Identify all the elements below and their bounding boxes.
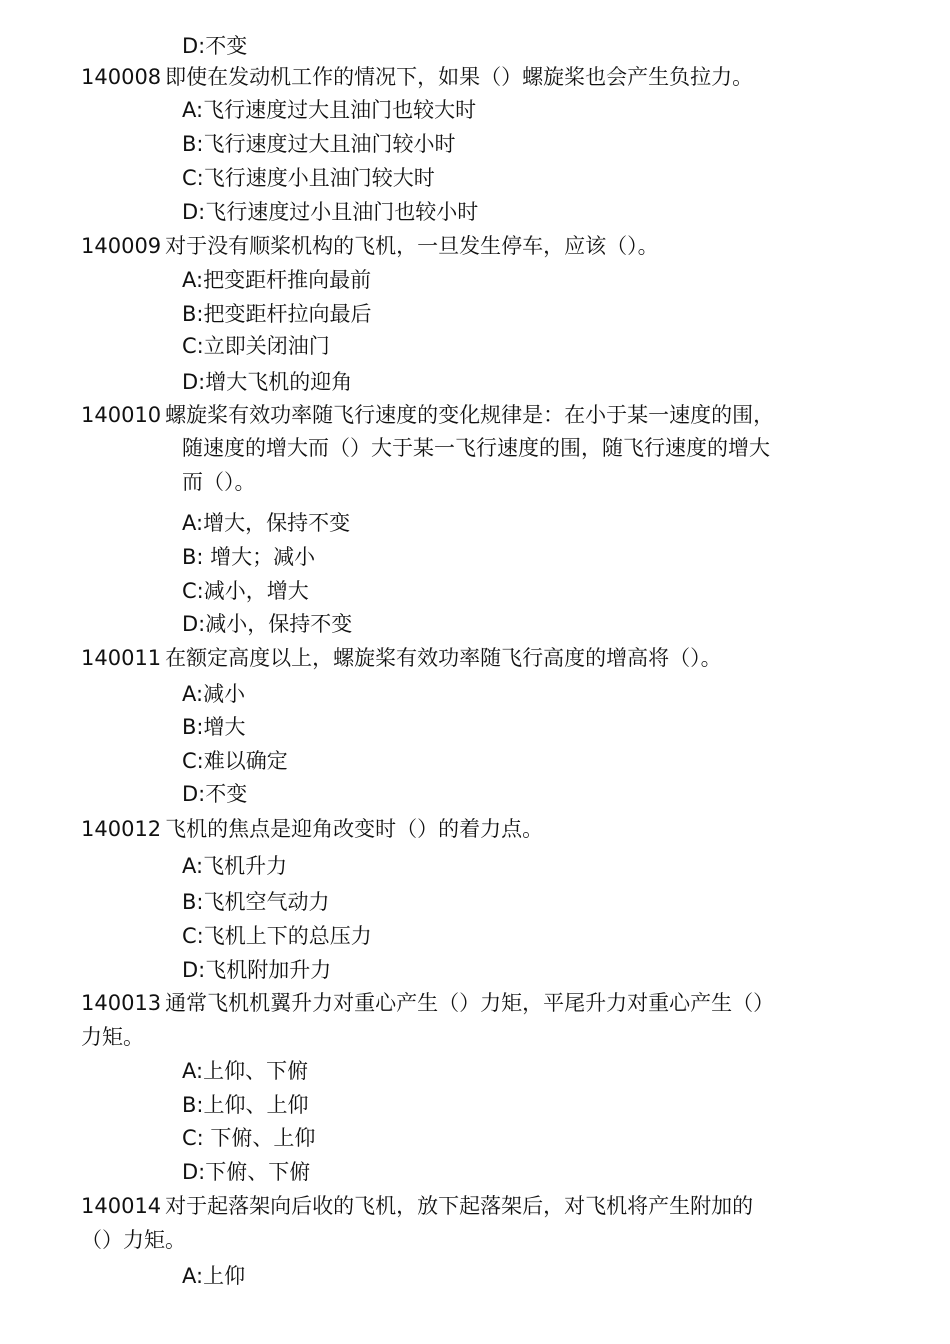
- question-text: 通常飞机机翼升力对重心产生（）力矩，平尾升力对重心产生（）: [165, 991, 775, 1015]
- option-c: C:难以确定: [182, 749, 288, 773]
- option-b: B:把变距杆拉向最后: [182, 302, 372, 326]
- option-b: B:上仰、上仰: [182, 1093, 309, 1117]
- option-c: C:飞机上下的总压力: [182, 924, 372, 948]
- question-text: 对于起落架向后收的飞机，放下起落架后，对飞机将产生附加的: [165, 1194, 754, 1218]
- question-id: 140012: [81, 817, 162, 841]
- option-b: B:增大: [182, 715, 246, 739]
- option-a: A:飞行速度过大且油门也较大时: [182, 98, 477, 122]
- option-a: A:把变距杆推向最前: [182, 268, 372, 292]
- option-b: B: 增大；减小: [182, 545, 316, 569]
- option-d: D:增大飞机的迎角: [182, 370, 353, 394]
- question-140012: [81, 819, 543, 840]
- option-d-carryover: D:不变: [182, 34, 248, 58]
- question-id: 140008: [81, 65, 162, 89]
- option-a: A:飞机升力: [182, 854, 288, 878]
- option-a: A:上仰、下俯: [182, 1059, 309, 1083]
- question-id: 140009: [81, 234, 162, 258]
- question-text: 飞机的焦点是迎角改变时（）的着力点。: [165, 817, 544, 841]
- option-a: A:上仰: [182, 1264, 246, 1288]
- question-text: 在额定高度以上，螺旋桨有效功率随飞行高度的增高将（）。: [165, 646, 722, 670]
- question-140014: [81, 1196, 753, 1217]
- option-b: B:飞行速度过大且油门较小时: [182, 132, 456, 156]
- option-b: B:飞机空气动力: [182, 890, 330, 914]
- question-140010: [81, 405, 774, 426]
- option-d: D:飞行速度过小且油门也较小时: [182, 200, 479, 224]
- question-text: 螺旋桨有效功率随飞行速度的变化规律是：在小于某一速度的围，: [165, 403, 775, 427]
- question-text: 对于没有顺桨机构的飞机，一旦发生停车，应该（）。: [165, 234, 659, 258]
- question-text-continued: （）力矩。: [81, 1228, 186, 1252]
- option-c: C:减小，增大: [182, 579, 309, 603]
- question-id: 140014: [81, 1194, 162, 1218]
- option-a: A:增大，保持不变: [182, 511, 351, 535]
- question-text-continued: 而（）。: [182, 470, 256, 494]
- option-a: A:减小: [182, 682, 246, 706]
- question-id: 140010: [81, 403, 162, 427]
- question-text-continued: 力矩。: [81, 1025, 144, 1049]
- question-140011: [81, 648, 722, 669]
- question-140013: [81, 993, 774, 1014]
- question-id: 140013: [81, 991, 162, 1015]
- question-id: 140011: [81, 646, 162, 670]
- question-text: 即使在发动机工作的情况下，如果（）螺旋桨也会产生负拉力。: [165, 65, 754, 89]
- question-140008: [81, 67, 753, 88]
- option-d: D:下俯、下俯: [182, 1160, 311, 1184]
- option-d: D:减小，保持不变: [182, 612, 353, 636]
- option-c: C:立即关闭油门: [182, 334, 330, 358]
- option-c: C: 下俯、上仰: [182, 1126, 316, 1150]
- question-140009: [81, 236, 659, 257]
- option-d: D:不变: [182, 782, 248, 806]
- question-text-continued: 随速度的增大而（）大于某一飞行速度的围，随飞行速度的增大: [182, 436, 770, 460]
- option-d: D:飞机附加升力: [182, 958, 332, 982]
- option-c: C:飞行速度小且油门较大时: [182, 166, 435, 190]
